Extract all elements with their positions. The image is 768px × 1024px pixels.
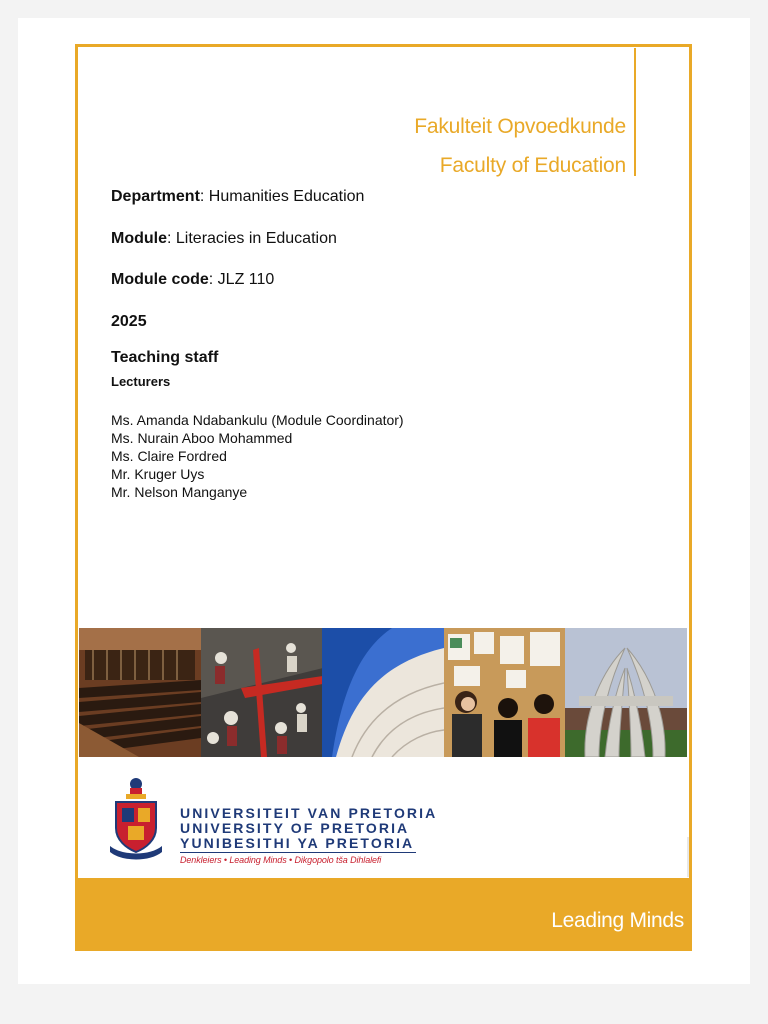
module-line (111, 230, 337, 248)
photo-strip (79, 628, 687, 757)
module-label: Module (111, 230, 167, 247)
university-tagline: Denkleiers • Leading Minds • Dikgopolo tša Dihlalefi (180, 855, 382, 865)
footer-mark (687, 837, 689, 877)
lecturer-name: Ms. Amanda Ndabankulu (Module Coordinator) (111, 412, 404, 428)
students-crowd-photo (201, 628, 323, 757)
lecturer-name: Ms. Claire Fordred (111, 448, 227, 464)
faculty-name-afrikaans: Fakulteit Opvoedkunde (414, 115, 626, 138)
lecturers-subheading: Lecturers (111, 374, 171, 389)
lecture-hall-photo (79, 628, 201, 757)
department-line (111, 188, 364, 206)
department-value: : Humanities Education (199, 188, 365, 205)
module-code-value: : JLZ 110 (208, 271, 275, 288)
module-code-line (111, 271, 274, 289)
module-value: : Literacies in Education (167, 230, 337, 247)
lecturer-name: Ms. Nurain Aboo Mohammed (111, 430, 293, 446)
module-code-label: Module code (111, 271, 209, 288)
university-crest-icon (108, 776, 164, 862)
lecturer-name: Mr. Nelson Manganye (111, 484, 248, 500)
university-name-afrikaans: UNIVERSITEIT VAN PRETORIA (180, 805, 438, 821)
year: 2025 (111, 313, 147, 330)
teaching-staff-heading: Teaching staff (111, 349, 219, 366)
faculty-name-english: Faculty of Education (439, 154, 626, 177)
lecturer-name: Mr. Kruger Uys (111, 466, 205, 482)
department-label: Department (111, 188, 200, 205)
university-name-sepedi: YUNIBESITHI YA PRETORIA (180, 835, 415, 851)
lecturer-list (111, 411, 404, 501)
building-architecture-photo (322, 628, 444, 757)
footer-slogan: Leading Minds (551, 909, 684, 932)
campus-monument-photo (565, 628, 687, 757)
university-name-english: UNIVERSITY OF PRETORIA (180, 820, 410, 836)
logo-divider (180, 852, 416, 853)
header-divider (634, 48, 636, 176)
students-group-photo (444, 628, 566, 757)
